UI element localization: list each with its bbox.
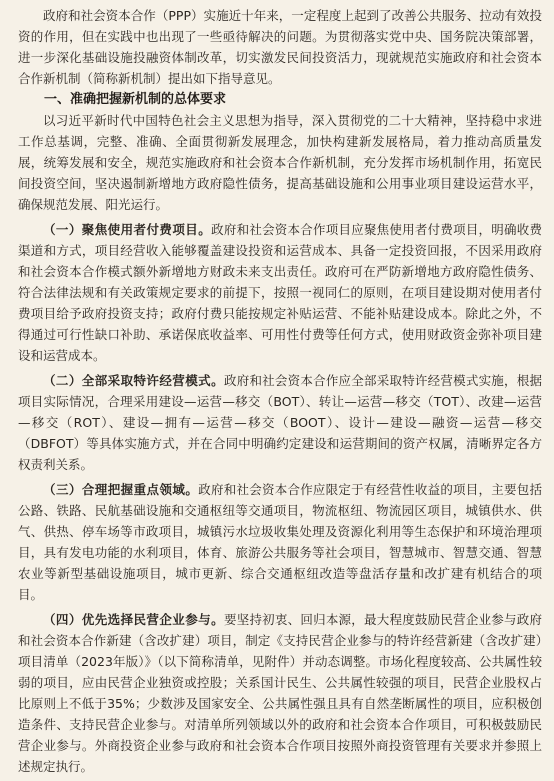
item-lead-4: （四）优先选择民营企业参与。 [43, 612, 224, 627]
item-lead-1: （一）聚焦使用者付费项目。 [43, 222, 212, 237]
item-lead-2: （二）全部采取特许经营模式。 [43, 373, 224, 388]
item-body-3: 政府和社会资本合作应限定于有经营性收益的项目，主要包括公路、铁路、民航基础设施和交通枢纽等交通项目，物流枢纽、物流园区项目，城镇供水、供气、供热、停车场等市政项目，城镇污水垃圾收集处理及资源化利用等生态保护和环境治理项目，具有发电功能的水利项目，体育、旅游公共服务等社会项目，智慧城市、智慧交通、智慧农业等新型基础设施项目，城市更新、综合交通枢纽改造等盘活存量和改扩建有机结合的项目。 [18, 482, 542, 602]
item-paragraph-4 [18, 609, 542, 777]
item-body-4: 要坚持初衷、回归本源，最大程度鼓励民营企业参与政府和社会资本合作新建（含改扩建）项目，制定《支持民营企业参与的特许经营新建（含改扩建）项目清单（2023年版）》（以下简称清单，见附件）并动态调整。市场化程度较高、公共属性较弱的项目，应由民营企业独资或控股；关系国计民生、公共属性较强的项目，民营企业股权占比原则上不低于35%；少数涉及国家安全、公共属性强且具有自然垄断属性的项目，应积极创造条件、支持民营企业参与。对清单所列领域以外的政府和社会资本合作项目，可积极鼓励民营企业参与。外商投资企业参与政府和社会资本合作项目按照外商投资管理有关要求并参照上述规定执行。 [18, 612, 542, 774]
item-paragraph-1 [18, 219, 542, 366]
item-body-2: 政府和社会资本合作应全部采取特许经营模式实施，根据项目实际情况，合理采用建设—运营—移交（BOT）、转让—运营—移交（TOT）、改建—运营—移交（ROT）、建设—拥有—运营—移交（BOOT）、设计—建设—融资—运营—移交（DBFOT）等具体实施方式，并在合同中明确约定建设和运营期间的资产权属，清晰界定各方权责利关系。 [18, 373, 542, 472]
item-paragraph-2 [18, 370, 542, 475]
intro-paragraph: 政府和社会资本合作（PPP）实施近十年来，一定程度上起到了改善公共服务、拉动有效投资的作用，但在实践中也出现了一些亟待解决的问题。为贯彻落实党中央、国务院决策部署，进一步深化基础设施投融资体制改革，切实激发民间投资活力，现就规范实施政府和社会资本合作新机制（简称新机制）提出如下指导意见。 [18, 8, 542, 86]
item-lead-3: （三）合理把握重点领域。 [43, 482, 199, 497]
section-heading: 一、准确把握新机制的总体要求 [44, 92, 227, 107]
section-body-paragraph: 以习近平新时代中国特色社会主义思想为指导，深入贯彻党的二十大精神，坚持稳中求进工作总基调，完整、准确、全面贯彻新发展理念，加快构建新发展格局，着力推动高质量发展，统筹发展和安全，规范实施政府和社会资本合作新机制，充分发挥市场机制作用，拓宽民间投资空间，坚决遏制新增地方政府隐性债务，提高基础设施和公用事业项目建设运营水平，确保规范发展、阳光运行。 [18, 113, 542, 212]
item-body-1: 政府和社会资本合作项目应聚焦使用者付费项目，明确收费渠道和方式，项目经营收入能够覆盖建设投资和运营成本、具备一定投资回报，不因采用政府和社会资本合作模式额外新增地方财政未来支出责任。政府可在严防新增地方政府隐性债务、符合法律法规和有关政策规定要求的前提下，按照一视同仁的原则，在项目建设期对使用者付费项目给予政府投资支持；政府付费只能按规定补贴运营、不能补贴建设成本。除此之外，不得通过可行性缺口补助、承诺保底收益率、可用性付费等任何方式，使用财政资金弥补项目建设和运营成本。 [18, 222, 542, 363]
item-paragraph-3 [18, 479, 542, 605]
